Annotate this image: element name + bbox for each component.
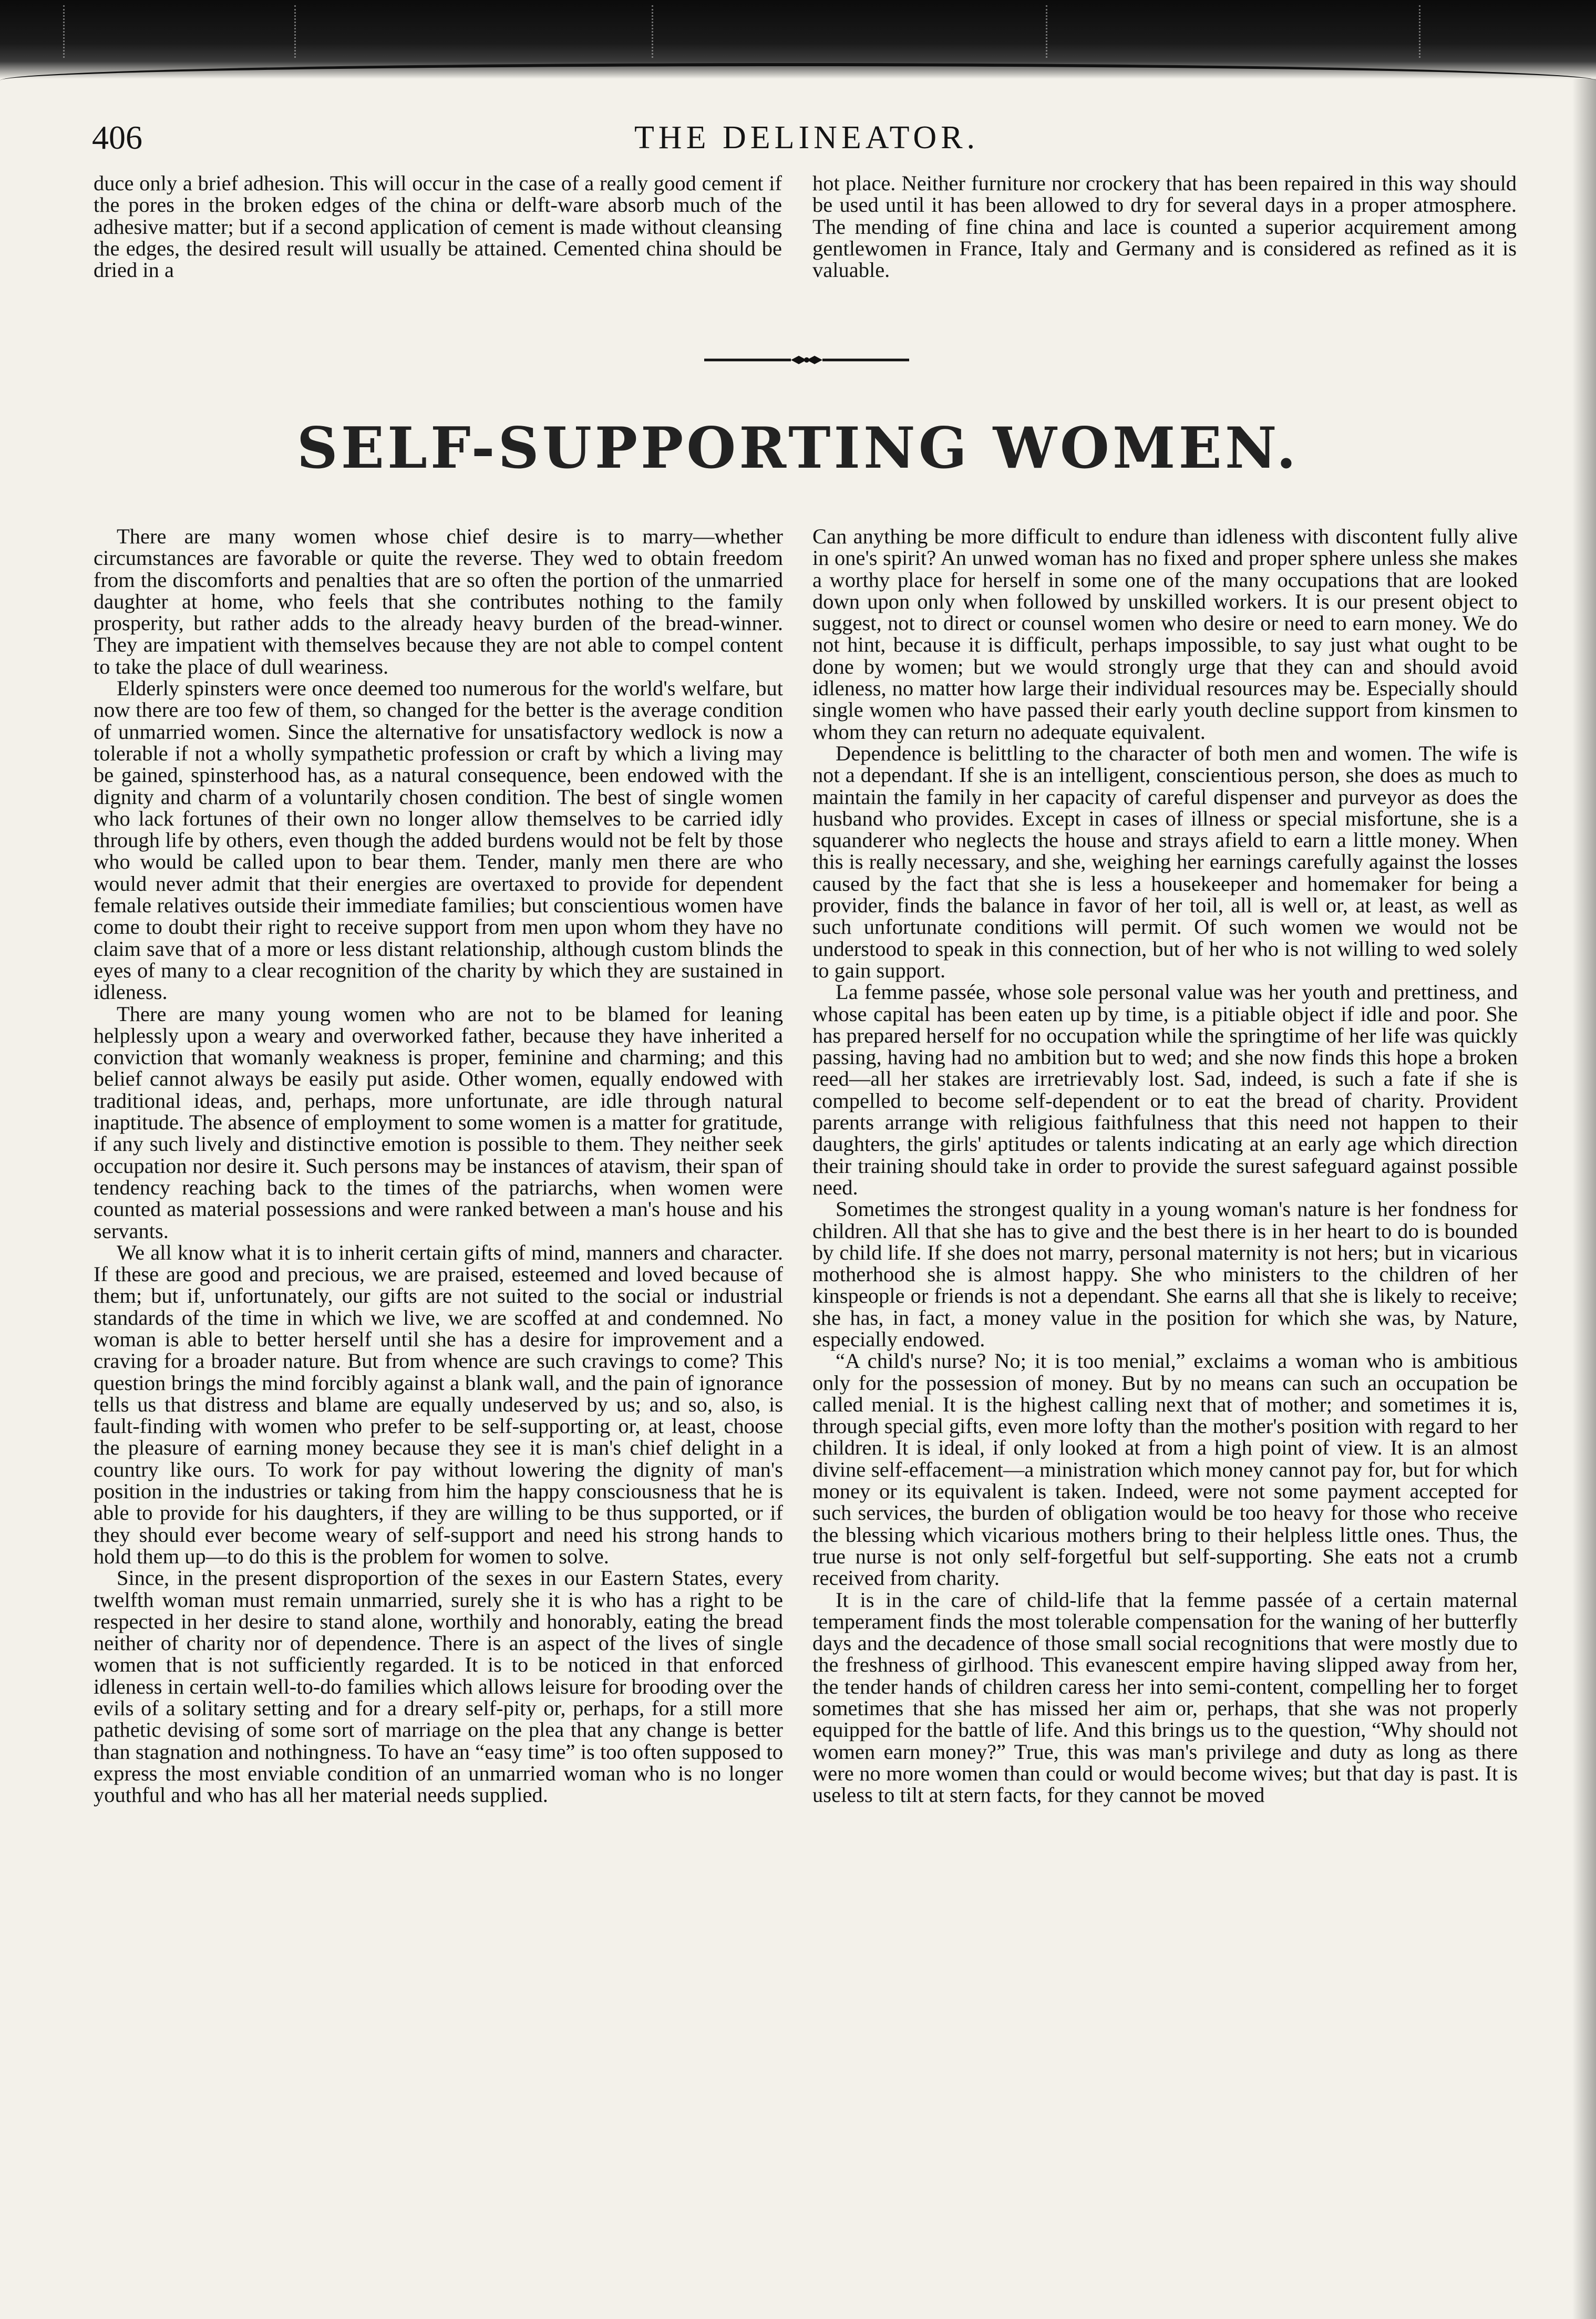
paragraph: There are many young women who are not to be blamed for leaning helplessly upon a weary and overworked father, because they have inherited a conviction that womanly weakness is proper, feminine and charming; and this belief cannot always be easily put aside. Other women, equally endowed with traditional ideas, and, perhaps, more unfortunate, are idle through natural inaptitude. The absence of employment to some women is a matter for gratitude, if any such lively and distinctive emotion is possible to them. They neither seek occupation nor desire it. Such persons may be instances of atavism, their span of tendency reaching back to the times of the patriarchs, when women were counted as material possessions and were ranked between a man's house and his servants. — [94, 1002, 783, 1243]
top-right-column — [812, 172, 1517, 281]
edge-streak — [294, 5, 296, 58]
paragraph: Elderly spinsters were once deemed too numerous for the world's welfare, but now there are too few of them, so changed for the better is the average condition of unmarried women. Since the alternative for unsatisfactory wedlock is now a tolerable if not a wholly sympathetic profession or craft by which a living may be gained, spinsterhood has, as a natural consequence, been endowed with the dignity and charm of a voluntarily chosen condition. The best of single women who lack fortunes of their own no longer allow themselves to be carried idly through life by others, even though the added burdens would not be felt by those who would be called upon to bear them. Tender, manly men there are who would never admit that their energies are overtaxed to provide for dependent female relatives outside their immediate families; but conscientious women have come to doubt their right to receive support from men upon whom they have no claim save that of a more or less distant relationship, although custom blinds the eyes of many to a clear recognition of the charity by which they are sustained in idleness. — [94, 676, 783, 1004]
paragraph: hot place. Neither furniture nor crockery that has been repaired in this way should be used until it has been allowed to dry for several days in a proper atmosphere. The mending of fine china and lace is counted a superior acquirement among gentlewomen in France, Italy and Germany and is considered as refined as it is valuable. — [812, 171, 1517, 282]
running-head: THE DELINEATOR. — [634, 120, 980, 156]
paragraph: It is in the care of child-life that la femme passée of a certain maternal temperament finds the most tolerable compensation for the waning of her butterfly days and the decadence of those small social recognitions that were mostly due to the freshness of girlhood. This evanescent empire having slipped away from her, the tender hands of children caress her into semi-content, compelling her to forget sometimes that she has missed her aim or, perhaps, that she was not properly equipped for the battle of life. And this brings us to the question, “Why should not women earn money?” True, this was man's privilege and duty as long as there were no more women than could or would become wives; but that day is past. It is useless to tilt at stern facts, for they cannot be moved — [812, 1588, 1518, 1807]
page-header — [92, 113, 1521, 171]
paragraph: Sometimes the strongest quality in a young woman's nature is her fondness for children. All that she has to give and the best there is in her heart to do is bounded by child life. If she does not marry, personal maternity is not hers; but in vicarious motherhood she is almost happy. She who ministers to the children of her kinspeople or friends is not a dependant. She earns all that she is likely to receive; she has, in fact, a money value in the position for which she was, by Nature, especially endowed. — [812, 1197, 1518, 1351]
page-curl-line — [0, 63, 1596, 114]
paragraph: Since, in the present disproportion of the sexes in our Eastern States, every twelfth woman must remain unmarried, surely she it is who has a right to be respected in her desire to stand alone, worthily and honorably, eating the bread neither of charity nor of dependence. There is an aspect of the lives of single women that is not sufficiently regarded. It is to be noticed in that enforced idleness in certain well-to-do families which allows leisure for brooding over the evils of a solitary setting and for a dreary self-pity or, perhaps, for a still more pathetic devising of some sort of marriage on the plea that any change is better than stagnation and nothingness. To have an “easy time” is too often supposed to express the most enviable condition of an unmarried woman who is no longer youthful and who has all her material needs supplied. — [94, 1566, 783, 1807]
paragraph: La femme passée, whose sole personal value was her youth and prettiness, and whose capital has been eaten up by time, is a pitiable object if idle and poor. She has prepared herself for no occupation while the springtime of her life was quickly passing, having had no ambition but to wed; and she now finds this hope a broken reed—all her stakes are irretrievably lost. Sad, indeed, is such a fate if she is compelled to become self-dependent or to eat the bread of charity. Provident parents arrange with religious faithfulness that this need not happen to their daughters, the girls' aptitudes or talents indicating at an early age which direction their training should take in order to provide the surest safeguard against possible need. — [812, 980, 1518, 1199]
paragraph: We all know what it is to inherit certain gifts of mind, manners and character. If these are good and precious, we are praised, esteemed and loved because of them; but if, unfortunately, our gifts are not suited to the social or industrial standards of the time in which we live, we are scoffed at and condemned. No woman is able to better herself until she has a desire for improvement and a craving for a broader nature. But from whence are such cravings to come? This question brings the mind forcibly against a blank wall, and the pain of ignorance tells us that distress and blame are equally undeserved by us; and so, also, is fault-finding with women who prefer to be self-supporting or, at least, choose the pleasure of earning money because they see it is man's chief delight in a country like ours. To work for pay without lowering the dignity of man's position in the industries or taking from him the happy consciousness that he is able to provide for his daughters, if they are willing to be thus supported, or if they should ever become weary of self-support and need his strong hands to hold them up—to do this is the problem for women to solve. — [94, 1240, 783, 1568]
edge-streak — [63, 5, 65, 58]
paragraph: Can anything be more difficult to endure than idleness with discontent fully alive in one's spirit? An unwed woman has no fixed and proper sphere unless she makes a worthy place for herself in some one of the many occupations that are looked down upon only when followed by unskilled workers. It is our present object to suggest, not to direct or counsel women who desire or need to earn money. We do not hint, because it is difficult, perhaps impossible, to say just what ought to be done by women; but we would strongly urge that they can and should avoid idleness, no matter how large their individual resources may be. Especially should single women who have passed their early youth decline support from kinsmen to whom they can return no adequate equivalent. — [812, 524, 1518, 744]
article-title: SELF-SUPPORTING WOMEN. — [296, 415, 1300, 481]
paragraph: “A child's nurse? No; it is too menial,” exclaims a woman who is ambitious only for the possession of money. But by no means can such an occupation be called menial. It is the highest calling next that of mother; and sometimes it is, through special gifts, even more lofty than the mother's position with regard to her children. It is ideal, if only looked at from a high point of view. It is an almost divine self-effacement—a ministration which money cannot pay for, but for which money or its equivalent is taken. Indeed, were not some payment accepted for such services, the burden of obligation would be too heavy for those who receive the blessing which vicarious mothers bring to their helpless little ones. Thus, the true nurse is not only self-forgetful but self-supporting. She eats not a crumb received from charity. — [812, 1349, 1518, 1590]
paragraph: duce only a brief adhesion. This will occur in the case of a really good cement if the pores in the broken edges of the china or delft-ware absorb much of the adhesive matter; but if a second application of cement is made without cleansing the edges, the desired result will usually be attained. Cemented china should be dried in a — [94, 171, 782, 282]
page-number: 406 — [92, 119, 142, 156]
edge-streak — [1046, 5, 1047, 58]
edge-streak — [652, 5, 653, 58]
edge-streak — [1419, 5, 1420, 58]
article-right-column — [812, 525, 1518, 1806]
article-left-column — [94, 525, 783, 1806]
paragraph: Dependence is belittling to the character of both men and women. The wife is not a dependant. If she is an intelligent, conscientious person, she does as much to maintain the family in her capacity of careful dispenser and purveyor as does the husband who provides. Except in cases of illness or special misfortune, she is a squanderer who neglects the house and strays afield to earn a little money. When this is really necessary, and she, weighing her earnings carefully against the losses caused by the fact that she is less a housekeeper and homemaker for being a provider, finds the balance in favor of her toil, all is well or, at least, as well as such unfortunate conditions will permit. Of such women we would not be understood to speak in this connection, but of her who is not willing to wed solely to gain support. — [812, 741, 1518, 982]
paragraph: There are many women whose chief desire is to marry—whether circumstances are favorable or quite the reverse. They wed to obtain freedom from the discomforts and penalties that are so often the portion of the unmarried daughter at home, who feels that she contributes nothing to the family prosperity, but rather adds to the already heavy burden of the bread-winner. They are impatient with themselves because they are not able to compel content to take the place of dull weariness. — [94, 524, 783, 678]
top-left-column — [94, 172, 782, 281]
section-divider-ornament — [704, 349, 909, 370]
